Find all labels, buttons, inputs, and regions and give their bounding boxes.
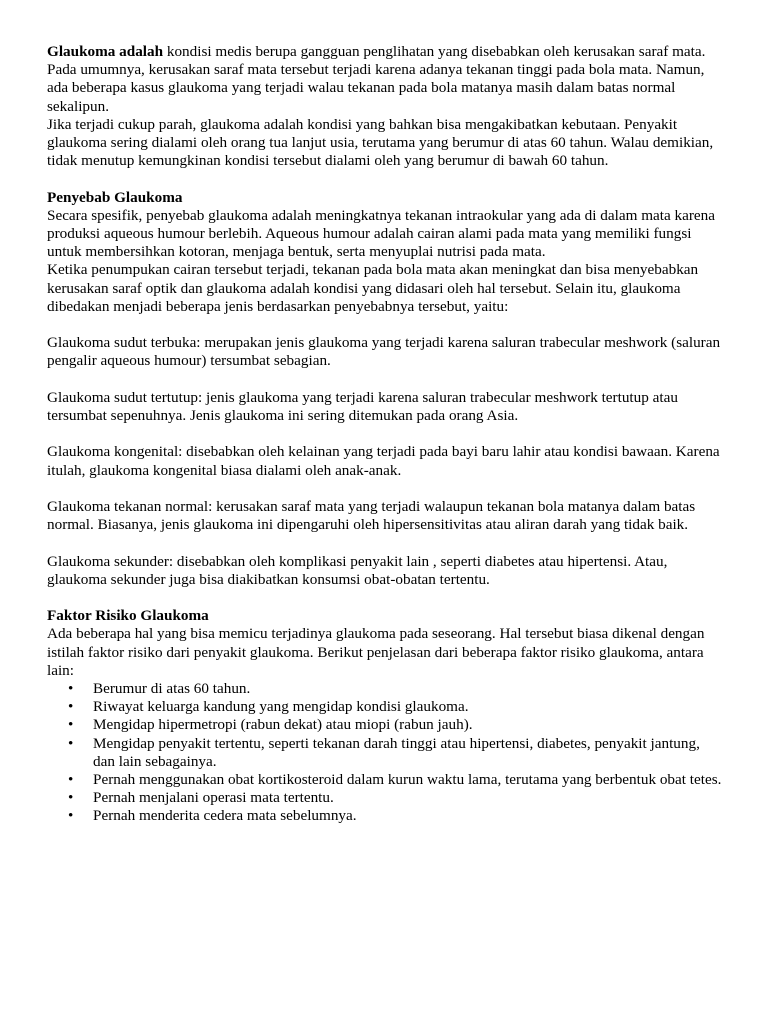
list-item xyxy=(47,807,723,825)
list-item-text: Pernah menderita cedera mata sebelumnya. xyxy=(93,807,357,825)
bullet-icon: • xyxy=(68,771,74,789)
risk-intro: Ada beberapa hal yang bisa memicu terjadinya glaukoma pada seseorang. Hal tersebut biasa dikenal dengan istilah faktor risiko dari penyakit glaukoma. Berikut penjelasan dari beberapa faktor risiko glaukoma, antara lain: xyxy=(47,625,705,679)
spacer xyxy=(47,480,723,498)
type-congenital: Glaukoma kongenital: disebabkan oleh kelainan yang terjadi pada bayi baru lahir atau kondisi bawaan. Karena itulah, glaukoma kongenital biasa dialami oleh anak-anak. xyxy=(47,443,720,479)
type-normal-tension: Glaukoma tekanan normal: kerusakan saraf mata yang terjadi walaupun tekanan bola matanya dalam batas normal. Biasanya, jenis glaukoma ini dipengaruhi oleh hipersensitivitas atau aliran darah yang tidak baik. xyxy=(47,498,696,534)
list-item xyxy=(47,735,723,771)
type-closed-angle: Glaukoma sudut tertutup: jenis glaukoma yang terjadi karena saluran trabecular meshwork tertutup atau tersumbat sepenuhnya. Jenis glaukoma ini sering ditemukan pada orang Asia. xyxy=(47,388,678,425)
intro-paragraph xyxy=(47,43,723,116)
list-item-text: Riwayat keluarga kandung yang mengidap kondisi glaukoma. xyxy=(93,698,469,716)
list-item-text: Pernah menjalani operasi mata tertentu. xyxy=(93,789,334,807)
spacer xyxy=(47,316,723,334)
list-item xyxy=(47,698,723,716)
list-item-text: Pernah menggunakan obat kortikosteroid dalam kurun waktu lama, terutama yang berbentuk obat tetes. xyxy=(93,771,722,789)
list-item xyxy=(47,789,723,807)
causes-paragraph-2: Ketika penumpukan cairan tersebut terjadi, tekanan pada bola mata akan meningkat dan bisa menyebabkan kerusakan saraf optik dan glaukoma adalah kondisi yang didasari oleh hal tersebut. Selain itu, glaukoma dibedakan menjadi beberapa jenis berdasarkan penyebabnya tersebut, yaitu: xyxy=(47,261,699,315)
list-item-text: Mengidap hipermetropi (rabun dekat) atau miopi (rabun jauh). xyxy=(93,716,473,734)
type-open-angle: Glaukoma sudut terbuka: merupakan jenis glaukoma yang terjadi karena saluran trabecular meshwork (saluran pengalir aqueous humour) tersumbat sebagian. xyxy=(47,334,721,370)
causes-paragraph: Secara spesifik, penyebab glaukoma adalah meningkatnya tekanan intraokular yang ada di dalam mata karena produksi aqueous humour berlebih. Aqueous humour adalah cairan alami pada mata yang memiliki fungsi untuk membersihkan kotoran, menjaga bentuk, serta menyuplai nutrisi pada mata. xyxy=(47,206,715,261)
risk-list xyxy=(47,680,723,826)
spacer xyxy=(47,170,723,188)
list-item xyxy=(47,716,723,734)
risk-heading: Faktor Risiko Glaukoma xyxy=(47,607,209,625)
intro-lead-text: kondisi medis berupa gangguan penglihatan yang disebabkan oleh kerusakan saraf mata. Pada umumnya, kerusakan saraf mata tersebut terjadi karena adanya tekanan tinggi pada bola mata. Namun, ada beberapa kasus glaukoma yang terjadi walau tekanan pada bola matanya masih dalam batas normal sekalipun. xyxy=(47,43,706,115)
list-item xyxy=(47,680,723,698)
spacer xyxy=(47,534,723,552)
intro-lead-bold: Glaukoma adalah xyxy=(47,43,164,60)
bullet-icon: • xyxy=(68,698,74,716)
spacer xyxy=(47,371,723,389)
bullet-icon: • xyxy=(68,789,74,807)
bullet-icon: • xyxy=(68,807,74,825)
spacer xyxy=(47,425,723,443)
causes-heading: Penyebab Glaukoma xyxy=(47,188,183,206)
document-page xyxy=(47,43,723,826)
intro-paragraph-2: Jika terjadi cukup parah, glaukoma adalah kondisi yang bahkan bisa mengakibatkan kebutaan. Penyakit glaukoma sering dialami oleh orang tua lanjut usia, terutama yang berumur di atas 60 tahun. Walau demikian, tidak menutup kemungkinan kondisi tersebut dialami oleh yang berumur di bawah 60 tahun. xyxy=(47,115,714,170)
bullet-icon: • xyxy=(68,680,74,697)
list-item-text: Berumur di atas 60 tahun. xyxy=(93,680,251,697)
list-item-text: Mengidap penyakit tertentu, seperti tekanan darah tinggi atau hipertensi, diabetes, penyakit jantung, dan lain sebagainya. xyxy=(93,734,700,770)
type-secondary: Glaukoma sekunder: disebabkan oleh komplikasi penyakit lain , seperti diabetes atau hipertensi. Atau, glaukoma sekunder juga bisa diakibatkan konsumsi obat-obatan tertentu. xyxy=(47,552,668,588)
bullet-icon: • xyxy=(68,734,74,752)
spacer xyxy=(47,589,723,607)
bullet-icon: • xyxy=(68,716,74,734)
list-item xyxy=(47,771,723,789)
